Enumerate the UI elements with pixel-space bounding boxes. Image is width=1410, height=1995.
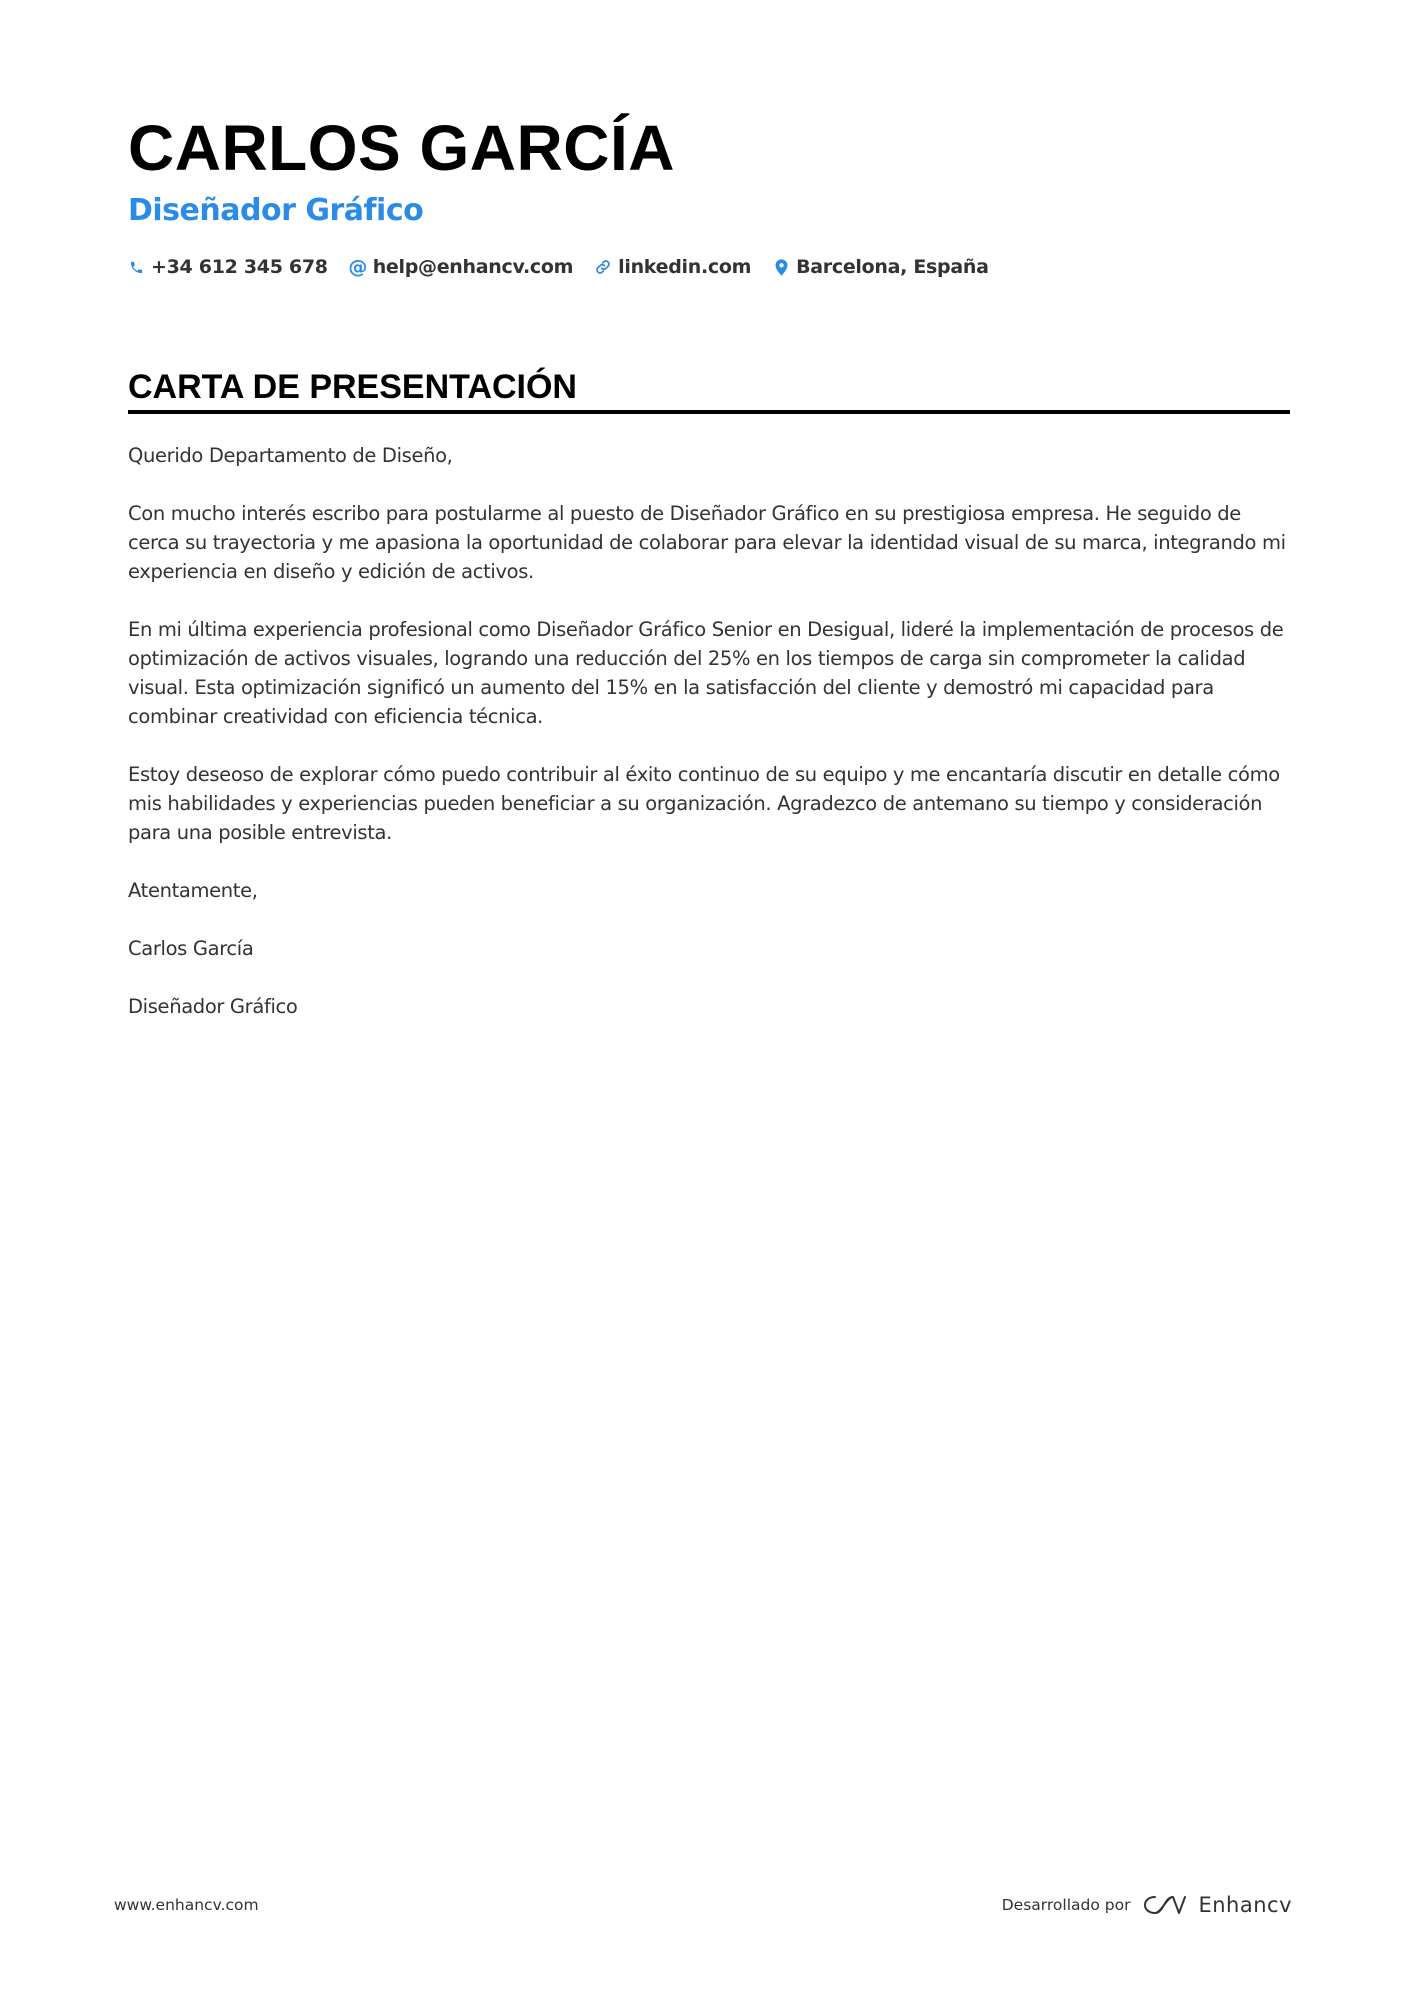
- letter-paragraph-intro: Con mucho interés escribo para postularme al puesto de Diseñador Gráfico en su prestigiosa empresa. He seguido de cerca su trayectoria y me apasiona la oportunidad de colaborar para elevar la identidad visual de su marca, integrando mi experiencia en diseño y edición de activos.: [128, 502, 1286, 583]
- contact-linkedin[interactable]: [595, 256, 751, 278]
- powered-by-label: Desarrollado por: [1001, 1896, 1131, 1914]
- signature-name: Carlos García: [128, 937, 254, 960]
- contact-email[interactable]: [350, 256, 573, 278]
- signature-title: Diseñador Gráfico: [128, 995, 298, 1018]
- contact-location-text: Barcelona, España: [796, 256, 989, 278]
- salutation: Querido Departamento de Diseño,: [128, 444, 453, 467]
- contact-row: [128, 252, 1011, 282]
- footer-website-link[interactable]: www.enhancv.com: [114, 1896, 259, 1914]
- at-icon: @: [348, 256, 368, 278]
- candidate-name: CARLOS GARCÍA: [128, 112, 675, 184]
- phone-icon: [128, 259, 144, 275]
- sign-off: Atentamente,: [128, 879, 258, 902]
- contact-phone-text: +34 612 345 678: [151, 256, 328, 278]
- footer-brand: [1002, 1890, 1292, 1920]
- enhancv-logo[interactable]: [1142, 1893, 1292, 1917]
- contact-location: [773, 256, 989, 278]
- contact-linkedin-text: linkedin.com: [618, 256, 752, 278]
- section-divider: [128, 410, 1290, 414]
- job-title: Diseñador Gráfico: [128, 193, 424, 228]
- link-icon: [595, 259, 611, 275]
- enhancv-wordmark: Enhancv: [1198, 1893, 1292, 1917]
- enhancv-mark-icon: [1142, 1893, 1188, 1917]
- letter-paragraph-experience: En mi última experiencia profesional como Diseñador Gráfico Senior en Desigual, lideré la implementación de procesos de optimización de activos visuales, logrando una reducción del 25% en los tiempos de carga sin comprometer la calidad visual. Esta optimización significó un aumento del 15% en la satisfacción del cliente y demostró mi capacidad para combinar creatividad con eficiencia técnica.: [128, 618, 1284, 728]
- letter-body: [128, 441, 1290, 1050]
- contact-email-text: help@enhancv.com: [372, 256, 574, 278]
- location-pin-icon: [773, 259, 789, 275]
- section-title: CARTA DE PRESENTACIÓN: [128, 368, 577, 406]
- letter-paragraph-closing: Estoy deseoso de explorar cómo puedo contribuir al éxito continuo de su equipo y me encantaría discutir en detalle cómo mis habilidades y experiencias pueden beneficiar a su organización. Agradezco de antemano su tiempo y consideración para una posible entrevista.: [128, 763, 1280, 844]
- contact-phone[interactable]: [128, 256, 328, 278]
